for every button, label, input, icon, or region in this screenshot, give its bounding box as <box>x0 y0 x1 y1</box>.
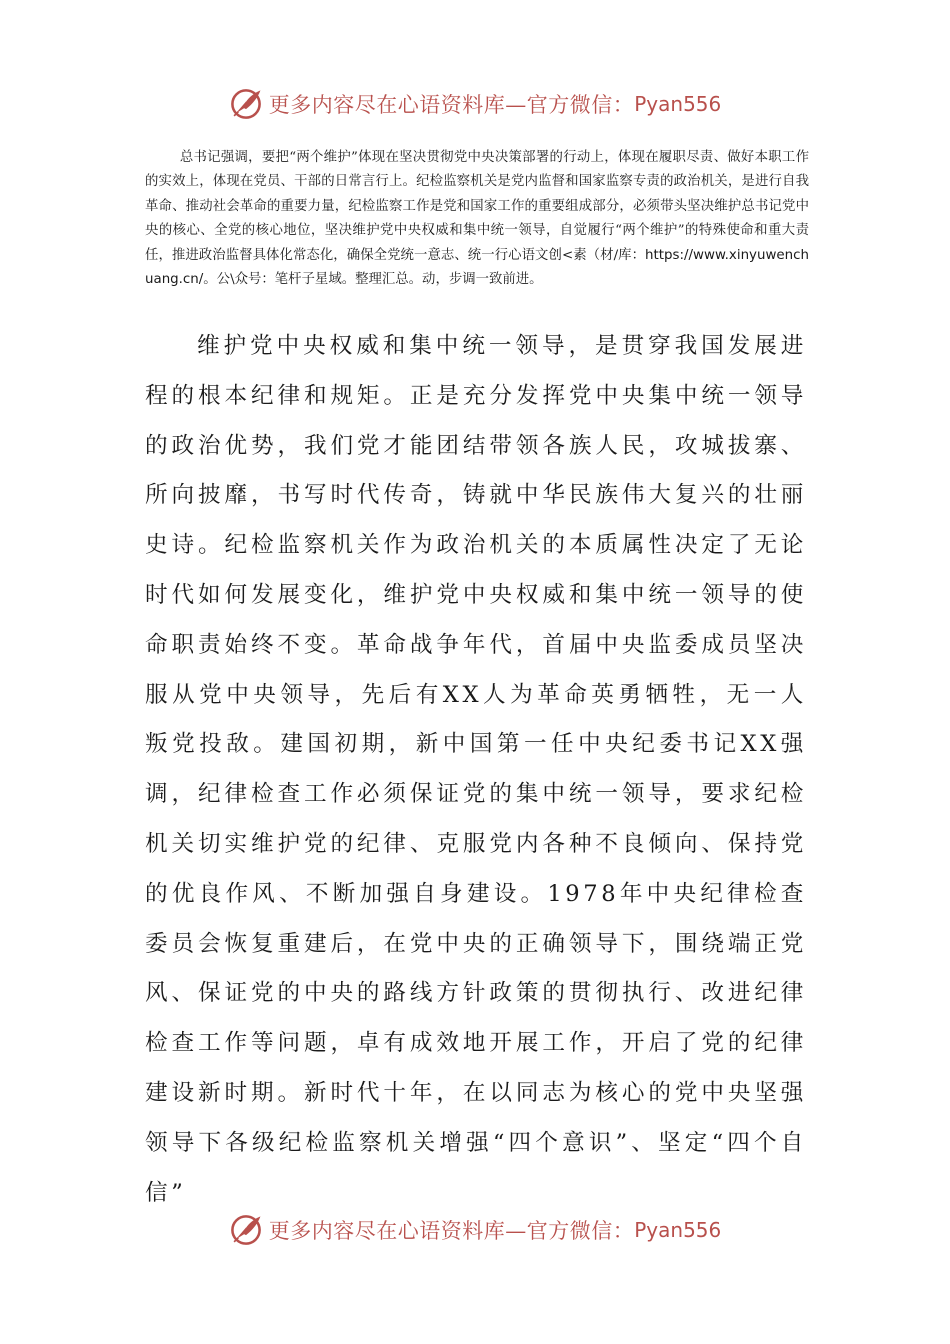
banner-account: Pyan556 <box>634 92 722 116</box>
intro-text-end: 。公\众号：笔杆子星域。整理汇总。动，步调一致前进。 <box>203 272 543 288</box>
banner-text: 更多内容尽在心语资料库—官方微信： <box>268 1219 635 1243</box>
banner-account: Pyan556 <box>634 1218 722 1242</box>
intro-text: 总书记强调，要把“两个维护”体现在坚决贯彻党中央决策部署的行动上，体现在履职尽责、做好本职工作的实效上，体现在党员、干部的日常言行上。纪检监察机关是党内监督和国家监察专责的政治机关，是进行自我革命、推动社会革命的重要力量，纪检监察工作是党和国家工作的重要组成部分，必须带头坚决维护总书记党中央的核心、全党的核心地位，坚决维护党中央权威和集中统一领导，自觉履行“两个维护”的特殊使命和重大责任，推进政治监督具体化常态化，确保全党统一意志、统一行心语文创<素（材/库： <box>145 150 809 263</box>
quill-logo-icon <box>229 87 263 121</box>
quill-logo-icon <box>229 1213 263 1247</box>
banner-text: 更多内容尽在心语资料库—官方微信： <box>268 93 635 117</box>
top-banner <box>0 84 950 124</box>
intro-paragraph <box>145 146 809 292</box>
body-paragraph: 维护党中央权威和集中统一领导，是贯穿我国发展进程的根本纪律和规矩。正是充分发挥党中央集中统一领导的政治优势，我们党才能团结带领各族人民，攻城拔寨、所向披靡，书写时代传奇，铸就中华民族伟大复兴的壮丽史诗。纪检监察机关作为政治机关的本质属性决定了无论时代如何发展变化，维护党中央权威和集中统一领导的使命职责始终不变。革命战争年代，首届中央监委成员坚决服从党中央领导，先后有XX人为革命英勇牺牲，无一人叛党投敌。建国初期，新中国第一任中央纪委书记XX强调，纪律检查工作必须保证党的集中统一领导，要求纪检机关切实维护党的纪律、克服党内各种不良倾向、保持党的优良作风、不断加强自身建设。1978年中央纪律检查委员会恢复重建后，在党中央的正确领导下，围绕端正党风、保证党的中央的路线方针政策的贯彻执行、改进纪律检查工作等问题，卓有成效地开展工作，开启了党的纪律建设新时期。新时代十年，在以同志为核心的党中央坚强领导下各级纪检监察机关增强“四个意识”、坚定“四个自信” <box>145 333 807 1206</box>
bottom-banner <box>0 1210 950 1250</box>
intro-url: https://www.xinyuwenchuang.cn/ <box>145 247 809 288</box>
